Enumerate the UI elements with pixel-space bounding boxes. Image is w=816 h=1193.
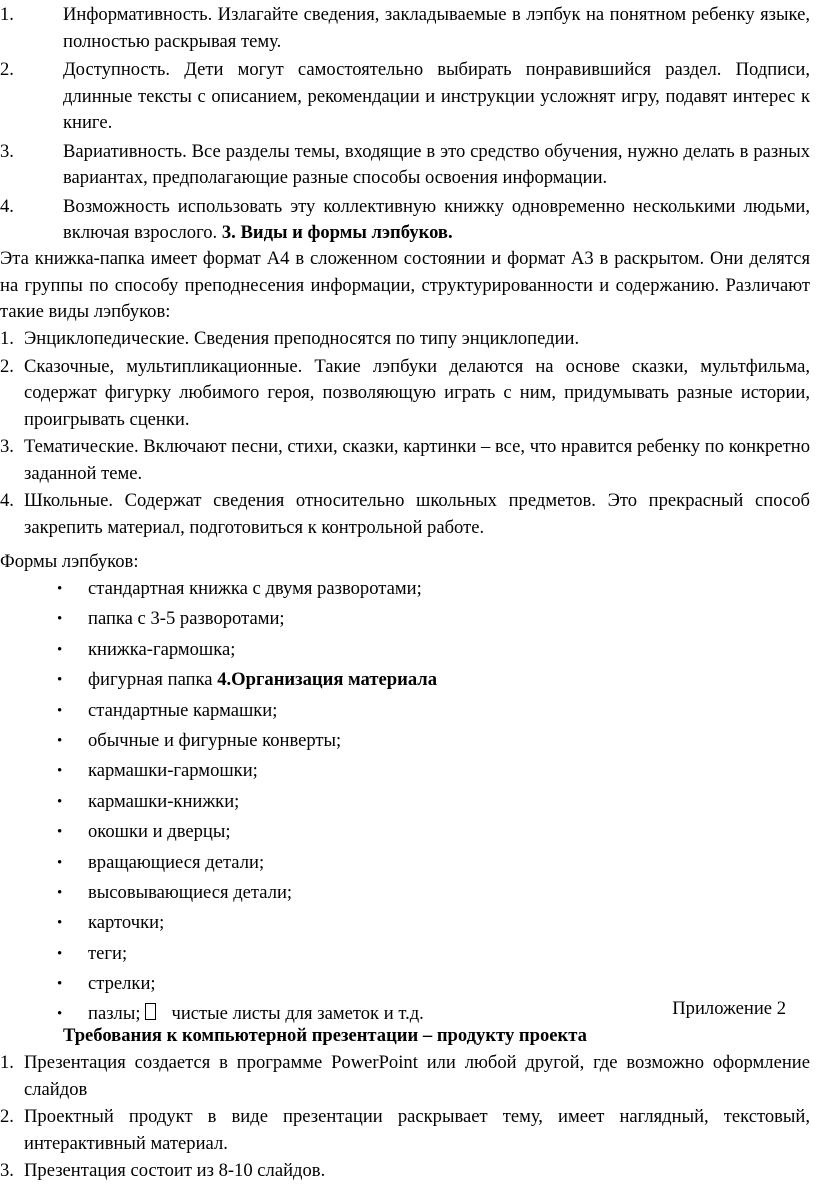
item-number: 1. [0,4,14,25]
bullet-icon: • [57,611,63,628]
list-item [0,667,810,697]
list-item [0,354,810,434]
item-text: высовывающиеся детали; [88,881,293,903]
item-text: фигурная папка [88,669,213,691]
item-number: 2. [0,1106,14,1127]
item-text: теги; [88,942,128,964]
bullet-icon: • [57,824,63,841]
item-text-extra: чистые листы для заметок и т.д. [171,1003,424,1025]
list-item [0,488,810,541]
list-item [0,789,810,819]
appendix-label: Приложение 2 [672,998,786,1019]
list-item [0,194,810,247]
forms-label: Формы лэпбуков: [0,551,139,572]
item-number: 4. [0,195,14,217]
list-item [0,434,810,487]
item-text: Проектный продукт в виде презентации раскрывает тему, имеет наглядный, текстовый, интерактивный материал. [24,1106,810,1154]
item-text: Доступность. Дети могут самостоятельно выбирать понравившийся раздел. Подписи, длинные тексты с описанием, рекомендации и инструкции усложнят игру, подавят интерес к книге. [63,59,810,133]
principles-list [0,2,810,249]
list-item [0,698,810,728]
item-text: Информативность. Излагайте сведения, закладываемые в лэпбук на понятном ребенку языке, полностью раскрывая тему. [63,4,810,52]
list-item [0,139,810,192]
item-text: книжка-гармошка; [88,638,236,660]
bullet-icon: • [57,672,63,689]
item-text: окошки и дверцы; [88,821,231,843]
item-text: Тематические. Включают песни, стихи, сказки, картинки – все, что нравится ребенку по конкретно заданной теме. [24,436,810,484]
item-text: кармашки-книжки; [88,790,240,812]
list-item [0,57,810,137]
item-text: Презентация создается в программе PowerPoint или любой другой, где возможно оформление слайдов [24,1052,810,1100]
list-item [0,637,810,667]
bullet-icon: • [57,945,63,962]
item-text: Презентация состоит из 8-10 слайдов. [24,1160,326,1181]
item-text: карточки; [88,912,165,934]
bullet-icon: • [57,702,63,719]
list-item [0,326,810,353]
item-number: 3. [0,140,14,162]
list-item [0,1104,810,1157]
bullet-icon: • [57,854,63,871]
item-text: Школьные. Содержат сведения относительно школьных предметов. Это прекрасный способ закрепить материал, подготовиться к контрольной работе. [24,490,810,538]
item-text: Энциклопедические. Сведения преподносятся по типу энциклопедии. [24,328,580,349]
bullet-icon: • [57,1006,63,1023]
item-text: вращающиеся детали; [88,851,265,873]
item-number: 4. [0,490,14,511]
item-text: кармашки-гармошки; [88,760,258,782]
list-item [0,758,810,788]
list-item [0,728,810,758]
item-number: 2. [0,355,14,377]
bullet-icon: • [57,976,63,993]
list-item [0,606,810,636]
item-text: пазлы; [88,1003,141,1025]
bullet-icon: • [57,732,63,749]
item-text: Возможность использовать эту коллективную книжку одновременно несколькими людьми, включая взрослого. [63,195,810,243]
item-text: обычные и фигурные конверты; [88,729,342,751]
types-list [0,326,810,542]
item-number: 3. [0,436,14,457]
list-item [0,1158,810,1185]
missing-glyph-icon [145,1003,156,1020]
list-item [0,910,810,940]
bullet-icon: • [57,793,63,810]
item-number: 3. [0,1160,14,1181]
bullet-icon: • [57,915,63,932]
section-heading: 4.Организация материала [217,669,438,691]
item-text: стандартная книжка с двумя разворотами; [88,578,422,599]
requirements-title: Требования к компьютерной презентации – продукту проекта [63,1025,587,1046]
requirements-list [0,1050,810,1186]
list-item [0,576,810,606]
bullet-icon: • [57,641,63,658]
intro-paragraph: Эта книжка-папка имеет формат А4 в сложенном состоянии и формат А3 в раскрытом. Они делятся на группы по способу преподнесения информации, структурированности и содержанию. Различают такие виды лэпбуков: [0,248,810,322]
item-text: стандартные кармашки; [88,699,278,721]
item-number: 1. [0,328,14,349]
list-item [0,819,810,849]
forms-list [0,576,810,1032]
list-item [0,1050,810,1103]
list-item [0,880,810,910]
item-number: 2. [0,59,14,80]
bullet-icon: • [57,763,63,780]
item-text: стрелки; [88,973,156,995]
bullet-icon: • [57,581,63,597]
item-number: 1. [0,1052,14,1073]
list-item [0,850,810,880]
item-text: Вариативность. Все разделы темы, входящие в это средство обучения, нужно делать в разных вариантах, предполагающие разные способы освоения информации. [63,140,810,188]
section-heading: 3. Виды и формы лэпбуков. [221,222,453,243]
item-text: Сказочные, мультипликационные. Такие лэпбуки делаются на основе сказки, мультфильма, содержат фигурку любимого героя, позволяющую играть с ним, придумывать разные истории, проигрывать сценки. [24,355,810,430]
bullet-icon: • [57,884,63,901]
item-text: папка с 3-5 разворотами; [88,608,285,630]
list-item [0,2,810,55]
list-item [0,941,810,971]
